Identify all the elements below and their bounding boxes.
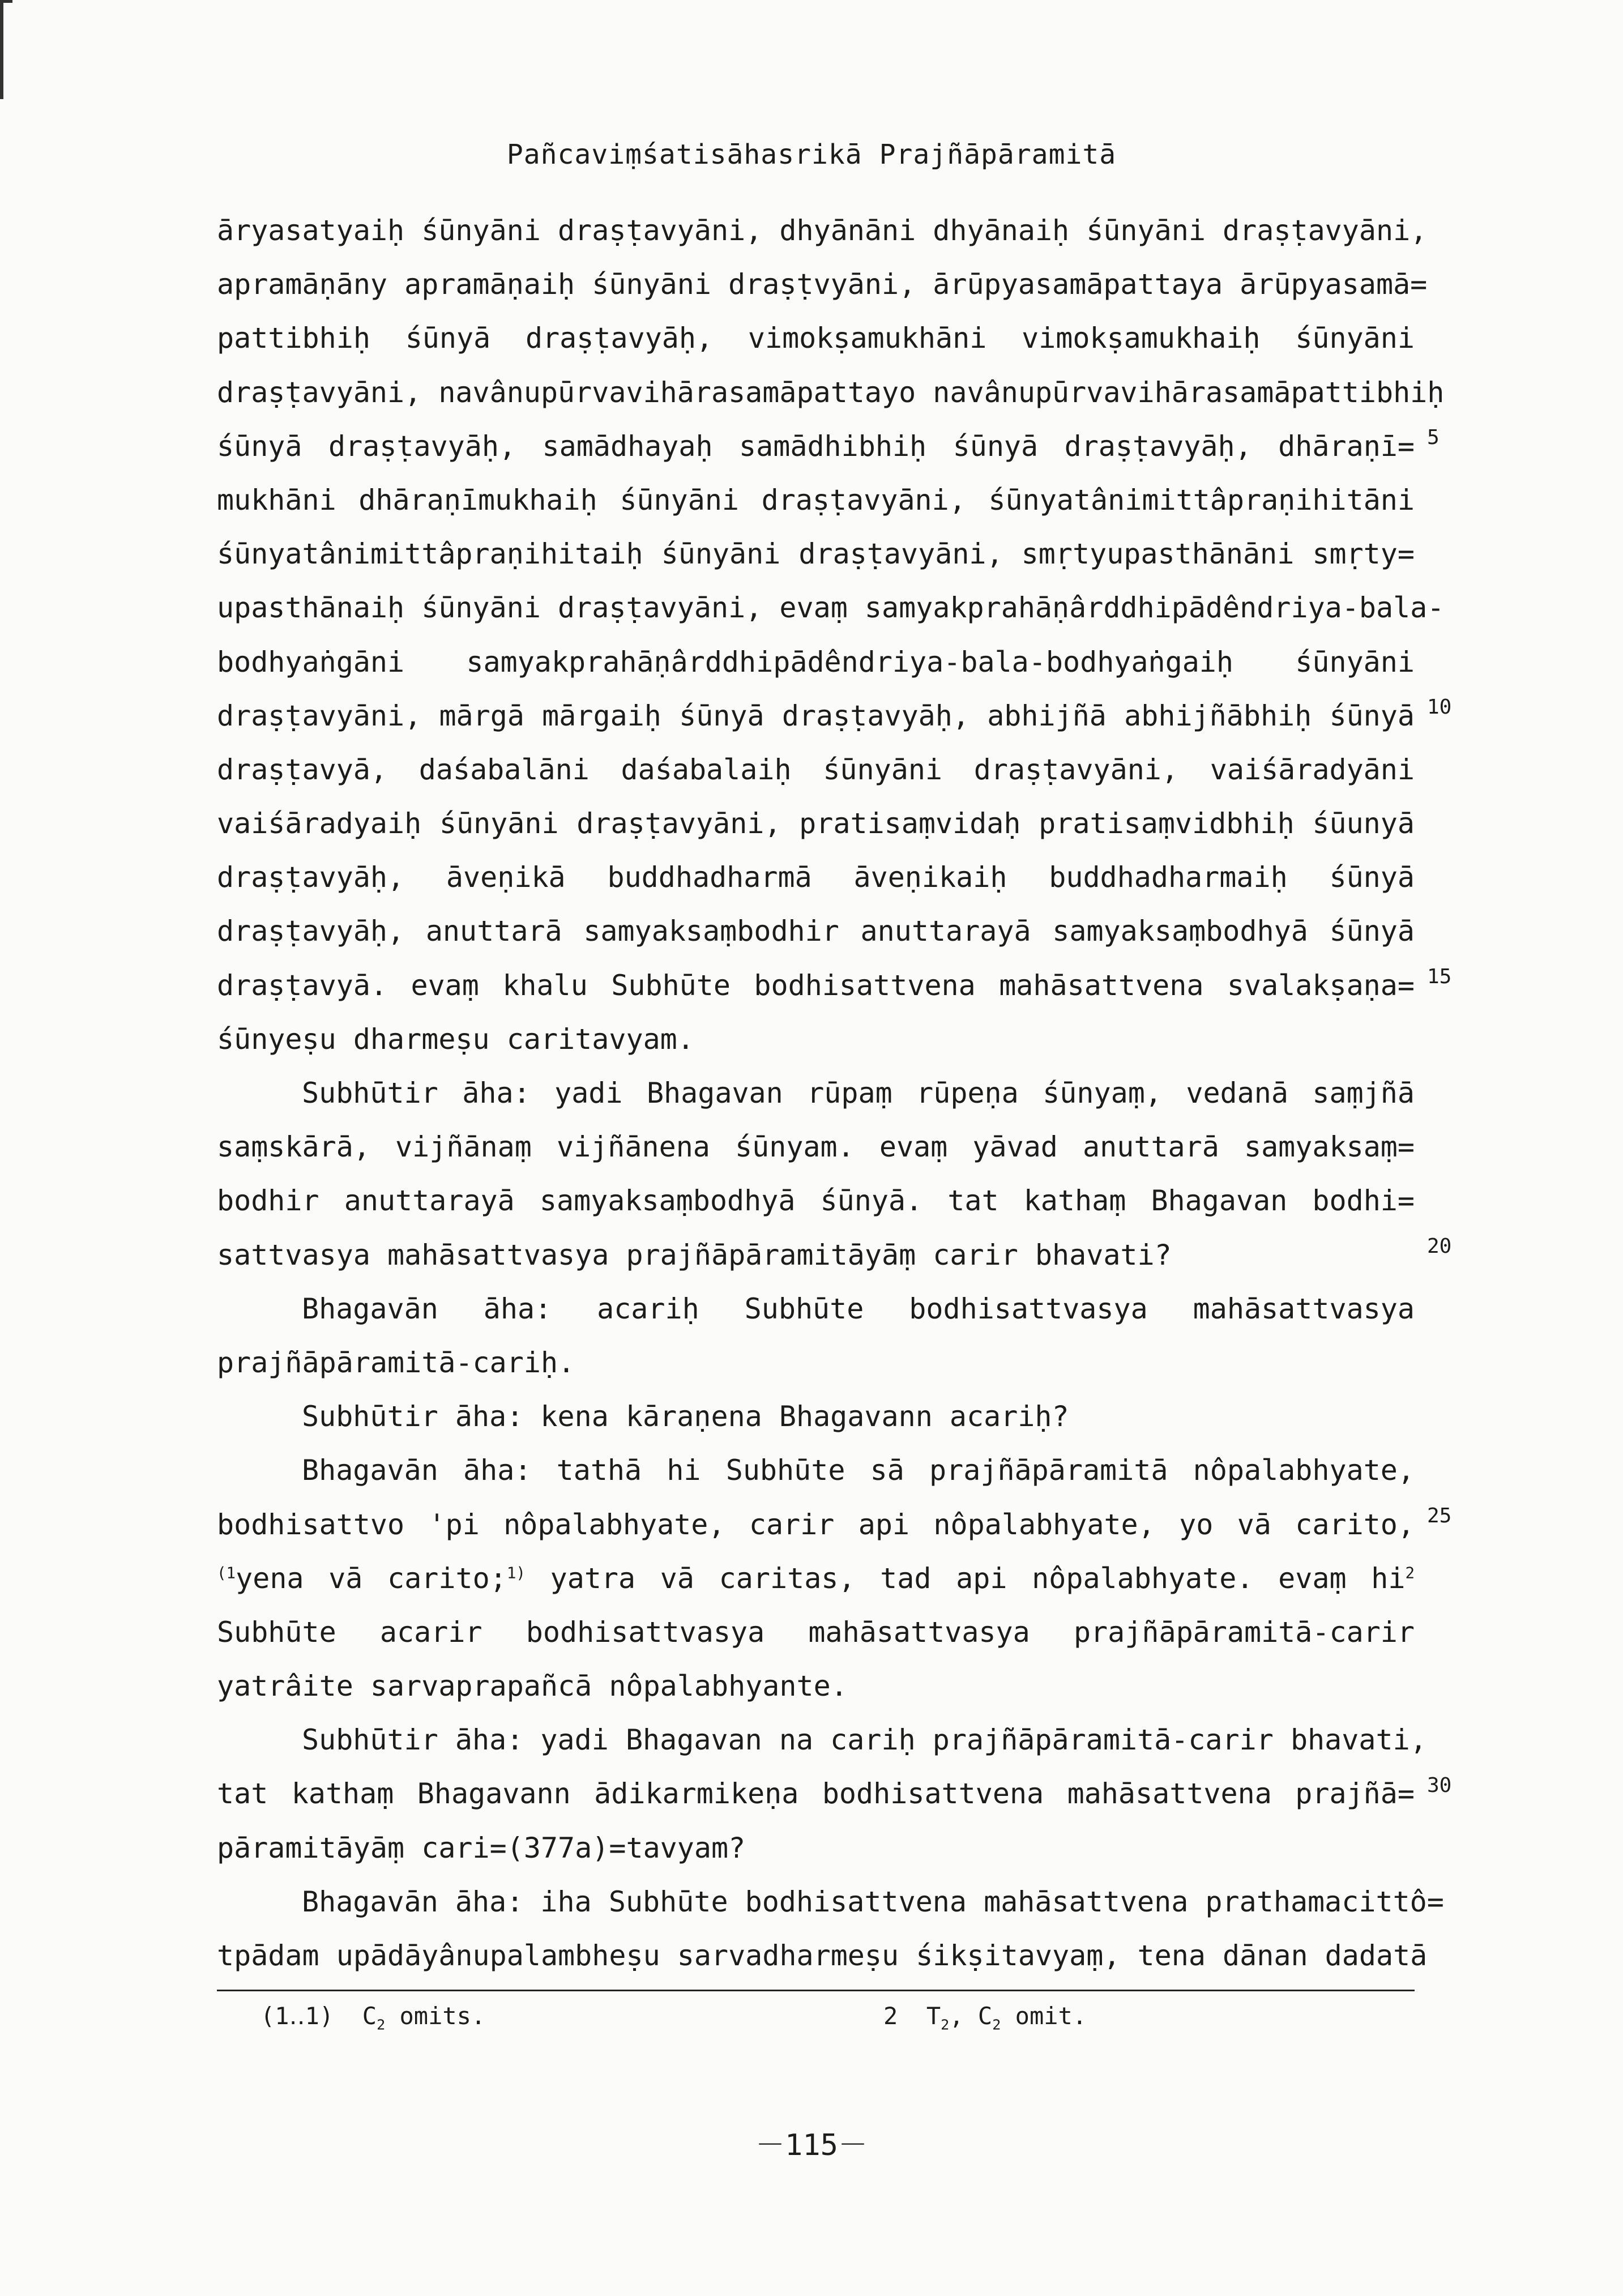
text-line: tat kathaṃ Bhagavann ādikarmikeṇa bodhisattvena mahāsattvena prajñā= [217, 1777, 1415, 1811]
text-line: vaiśāradyaiḥ śūnyāni draṣṭavyāni, pratisaṃvidaḥ pratisaṃvidbhiḥ śūunyā [217, 807, 1415, 840]
text-line: pattibhiḥ śūnyā draṣṭavyāḥ, vimokṣamukhāni vimokṣamukhaiḥ śūnyāni [217, 322, 1415, 355]
text-line: draṣṭavyāḥ, āveṇikā buddhadharmā āveṇikaiḥ buddhadharmaiḥ śūnyā [217, 861, 1415, 894]
line-number: 5 [1427, 426, 1440, 449]
footnote-1 [260, 2002, 486, 2033]
footnote-1-text: omits. [385, 2002, 486, 2030]
text-line: mukhāni dhāraṇīmukhaiḥ śūnyāni draṣṭavyāni, śūnyatânimittâpraṇihitāni [217, 483, 1415, 517]
text-line: prajñāpāramitā-cariḥ. [217, 1346, 575, 1379]
text-line [217, 1552, 1415, 1606]
footnote-open-marker: (1 [217, 1564, 236, 1582]
footnote-2-subscript: 2 [941, 2016, 950, 2033]
footnote-2-marker: 2 [883, 2002, 898, 2030]
footnote-2-letter: T [926, 2002, 941, 2030]
text-line: upasthānaiḥ śūnyāni draṣṭavyāni, evaṃ samyakprahāṇârddhipādêndriya-bala- [217, 591, 1445, 625]
text-line: draṣṭavyāni, mārgā mārgaiḥ śūnyā draṣṭavyāḥ, abhijñā abhijñābhiḥ śūnyā [217, 699, 1415, 732]
text-line: Bhagavān āha: tathā hi Subhūte sā prajñāpāramitā nôpalabhyate, [302, 1454, 1415, 1487]
text-line: śūnyeṣu dharmeṣu caritavyam. [217, 1022, 694, 1056]
footnote-close-marker: 1) [506, 1564, 526, 1582]
text-line: bodhisattvo 'pi nôpalabhyate, carir api nôpalabhyate, yo vā carito, [217, 1508, 1415, 1541]
line-number: 20 [1427, 1235, 1452, 1258]
text-line: āryasatyaiḥ śūnyāni draṣṭavyāni, dhyānāni dhyānaiḥ śūnyāni draṣṭavyāni, [217, 214, 1428, 247]
footnote-1-marker: (1‥1) [260, 2002, 334, 2030]
text-line: śūnyatânimittâpraṇihitaiḥ śūnyāni draṣṭavyāni, smṛtyupasthānāni smṛty= [217, 537, 1415, 571]
text-line: sattvasya mahāsattvasya prajñāpāramitāyāṃ carir bhavati? [217, 1238, 1172, 1271]
text-line: Bhagavān āha: acariḥ Subhūte bodhisattvasya mahāsattvasya [302, 1292, 1415, 1325]
text-segment: yena vā carito; [236, 1561, 507, 1595]
text-line: śūnyā draṣṭavyāḥ, samādhayaḥ samādhibhiḥ śūnyā draṣṭavyāḥ, dhāraṇī= [217, 429, 1415, 463]
text-line: bodhir anuttarayā samyaksaṃbodhyā śūnyā. tat kathaṃ Bhagavan bodhi= [217, 1184, 1415, 1218]
text-line: draṣṭavyāni, navânupūrvavihārasamāpattayo navânupūrvavihārasamāpattibhiḥ [217, 375, 1445, 409]
footnote-marker: 2 [1405, 1564, 1415, 1582]
footnote-2-text: omit. [1001, 2002, 1087, 2030]
text-line: Subhūtir āha: yadi Bhagavan rūpaṃ rūpeṇa śūnyaṃ, vedanā saṃjñā [302, 1077, 1415, 1109]
footnote-2-subscript: 2 [992, 2016, 1001, 2033]
footnote-rule [217, 1990, 1415, 1991]
running-head: Pañcaviṃśatisāhasrikā Prajñāpāramitā [506, 139, 1117, 170]
text-line: Subhūte acarir bodhisattvasya mahāsattvasya prajñāpāramitā-carir [217, 1615, 1415, 1649]
text-line: saṃskārā, vijñānaṃ vijñānena śūnyam. evaṃ yāvad anuttarā samyaksaṃ= [217, 1130, 1415, 1164]
footnote-1-subscript: 2 [377, 2016, 386, 2033]
text-line: yatrâite sarvaprapañcā nôpalabhyante. [217, 1670, 848, 1703]
text-line: Subhūtir āha: yadi Bhagavan na cariḥ prajñāpāramitā-carir bhavati, [302, 1723, 1427, 1757]
scan-corner-mark [0, 0, 12, 99]
text-line: draṣṭavyāḥ, anuttarā samyaksaṃbodhir anuttarayā samyaksaṃbodhyā śūnyā [217, 915, 1415, 948]
text-line: bodhyaṅgāni samyakprahāṇârddhipādêndriya-bala-bodhyaṅgaiḥ śūnyāni [217, 645, 1415, 678]
text-line: apramāṇāny apramāṇaiḥ śūnyāni draṣṭvyāni, ārūpyasamāpattaya ārūpyasamā= [217, 268, 1428, 301]
text-line: draṣṭavyā. evaṃ khalu Subhūte bodhisattvena mahāsattvena svalakṣaṇa= [217, 968, 1415, 1002]
text-line: Bhagavān āha: iha Subhūte bodhisattvena mahāsattvena prathamacittô= [302, 1885, 1444, 1918]
line-number: 25 [1427, 1504, 1452, 1527]
line-number: 10 [1427, 695, 1452, 719]
footnote-2 [883, 2002, 1087, 2033]
text-line: Subhūtir āha: kena kāraṇena Bhagavann acariḥ? [302, 1400, 1069, 1433]
page-number: －115－ [755, 2128, 868, 2162]
text-line: draṣṭavyā, daśabalāni daśabalaiḥ śūnyāni draṣṭavyāni, vaiśāradyāni [217, 753, 1415, 786]
text-segment: yatra vā caritas, tad api nôpalabhyate. evaṃ hi [525, 1561, 1406, 1595]
footnote-2-mid: , C [949, 2002, 993, 2030]
line-number: 30 [1427, 1774, 1452, 1797]
footnote-1-letter: C [362, 2002, 377, 2030]
text-line: pāramitāyāṃ cari=(377a)=tavyam? [217, 1831, 746, 1864]
line-number: 15 [1427, 965, 1452, 988]
text-line: tpādam upādāyânupalambheṣu sarvadharmeṣu śikṣitavyaṃ, tena dānan dadatā [217, 1939, 1428, 1972]
